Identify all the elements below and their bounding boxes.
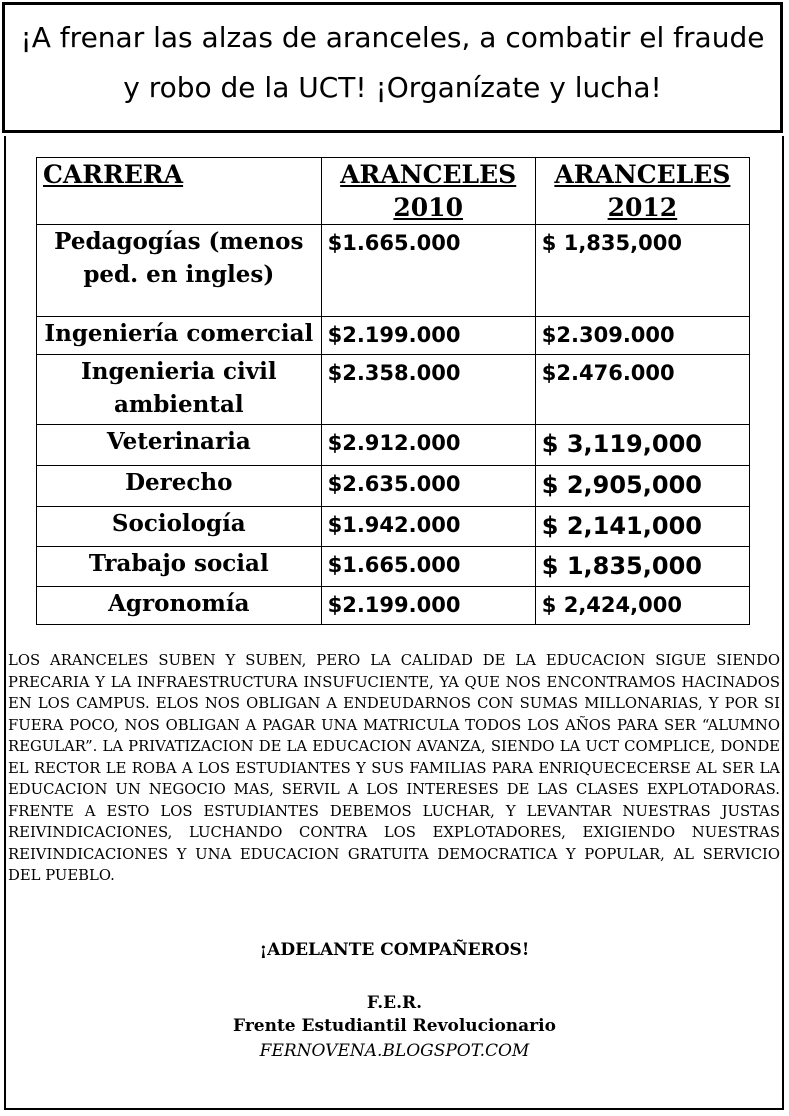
fee-2012-cell: $ 3,119,000 — [535, 425, 749, 466]
career-cell: Trabajo social — [37, 547, 322, 587]
career-cell: Veterinaria — [37, 425, 322, 466]
career-cell: Ingenieria civil ambiental — [37, 355, 322, 425]
manifesto-paragraph: LOS ARANCELES SUBEN Y SUBEN, PERO LA CALIDAD DE LA EDUCACION SIGUE SIENDO PRECARIA Y LA INFRAESTRUCTURA INSUFUCIENTE, YA QUE NOS ENCONTRAMOS HACINADOS EN LOS CAMPUS. ELOS NOS OBLIGAN A ENDEUDARNOS CON SUMAS MILLONARIAS, Y POR SI FUERA POCO, NOS OBLIGAN A PAGAR UNA MATRICULA TODOS LOS AÑOS PARA SER “ALUMNO REGULAR”. LA PRIVATIZACION DE LA EDUCACION AVANZA, SIENDO LA UCT COMPLICE, DONDE EL RECTOR LE ROBA A LOS ESTUDIANTES Y SUS FAMILIAS PARA ENRIQUECECERSE AL SER LA EDUCACION UN NEGOCIO MAS, SERVIL A LOS INTERESES DE LAS CLASES EXPLOTADORAS. FRENTE A ESTO LOS ESTUDIANTES DEBEMOS LUCHAR, Y LEVANTAR NUESTRAS JUSTAS REIVINDICACIONES, LUCHANDO CONTRA LOS EXPLOTADORES, EXIGIENDO NUESTRAS REIVINDICACIONES Y UNA EDUCACION GRATUITA DEMOCRATICA Y POPULAR, AL SERVICIO DEL PUEBLO. — [8, 652, 780, 884]
closing-cheer: ¡ADELANTE COMPAÑEROS! — [259, 940, 530, 960]
header-fees-2012: ARANCELES 2012 — [535, 158, 749, 225]
career-cell: Derecho — [37, 466, 322, 507]
fee-2010-cell: $2.635.000 — [321, 466, 535, 507]
table-row — [37, 587, 750, 625]
flyer-headline-box — [2, 2, 783, 133]
career-cell: Pedagogías (menos ped. en ingles) — [37, 225, 322, 317]
fee-2012-cell: $2.309.000 — [535, 317, 749, 355]
fee-2012-cell: $ 1,835,000 — [535, 225, 749, 317]
fee-2010-cell: $1.942.000 — [321, 507, 535, 547]
fee-2010-cell: $1.665.000 — [321, 225, 535, 317]
fee-2010-cell: $2.199.000 — [321, 317, 535, 355]
fee-2010-cell: $1.665.000 — [321, 547, 535, 587]
headline-line-1: ¡A frenar las alzas de aranceles, a combatir el fraude — [20, 21, 765, 54]
table-row — [37, 225, 750, 317]
header-career: CARRERA — [37, 158, 322, 225]
fee-2010-cell: $2.912.000 — [321, 425, 535, 466]
table-row — [37, 466, 750, 507]
fee-2010-cell: $2.199.000 — [321, 587, 535, 625]
org-full-name: Frente Estudiantil Revolucionario — [233, 1016, 556, 1036]
table-row — [37, 547, 750, 587]
table-row — [37, 507, 750, 547]
table-row — [37, 317, 750, 355]
career-cell: Ingeniería comercial — [37, 317, 322, 355]
header-fees-2010: ARANCELES 2010 — [321, 158, 535, 225]
career-cell: Sociología — [37, 507, 322, 547]
table-row — [37, 355, 750, 425]
fee-2012-cell: $ 1,835,000 — [535, 547, 749, 587]
org-website: FERNOVENA.BLOGSPOT.COM — [259, 1041, 530, 1061]
headline-line-2: y robo de la UCT! ¡Organízate y lucha! — [123, 71, 662, 104]
fee-2012-cell: $ 2,905,000 — [535, 466, 749, 507]
fee-2012-cell: $ 2,424,000 — [535, 587, 749, 625]
table-row — [37, 425, 750, 466]
org-acronym: F.E.R. — [366, 993, 423, 1013]
tuition-fees-table — [36, 157, 750, 625]
fee-2012-cell: $2.476.000 — [535, 355, 749, 425]
career-cell: Agronomía — [37, 587, 322, 625]
fee-2012-cell: $ 2,141,000 — [535, 507, 749, 547]
fee-2010-cell: $2.358.000 — [321, 355, 535, 425]
table-header-row — [37, 158, 750, 225]
